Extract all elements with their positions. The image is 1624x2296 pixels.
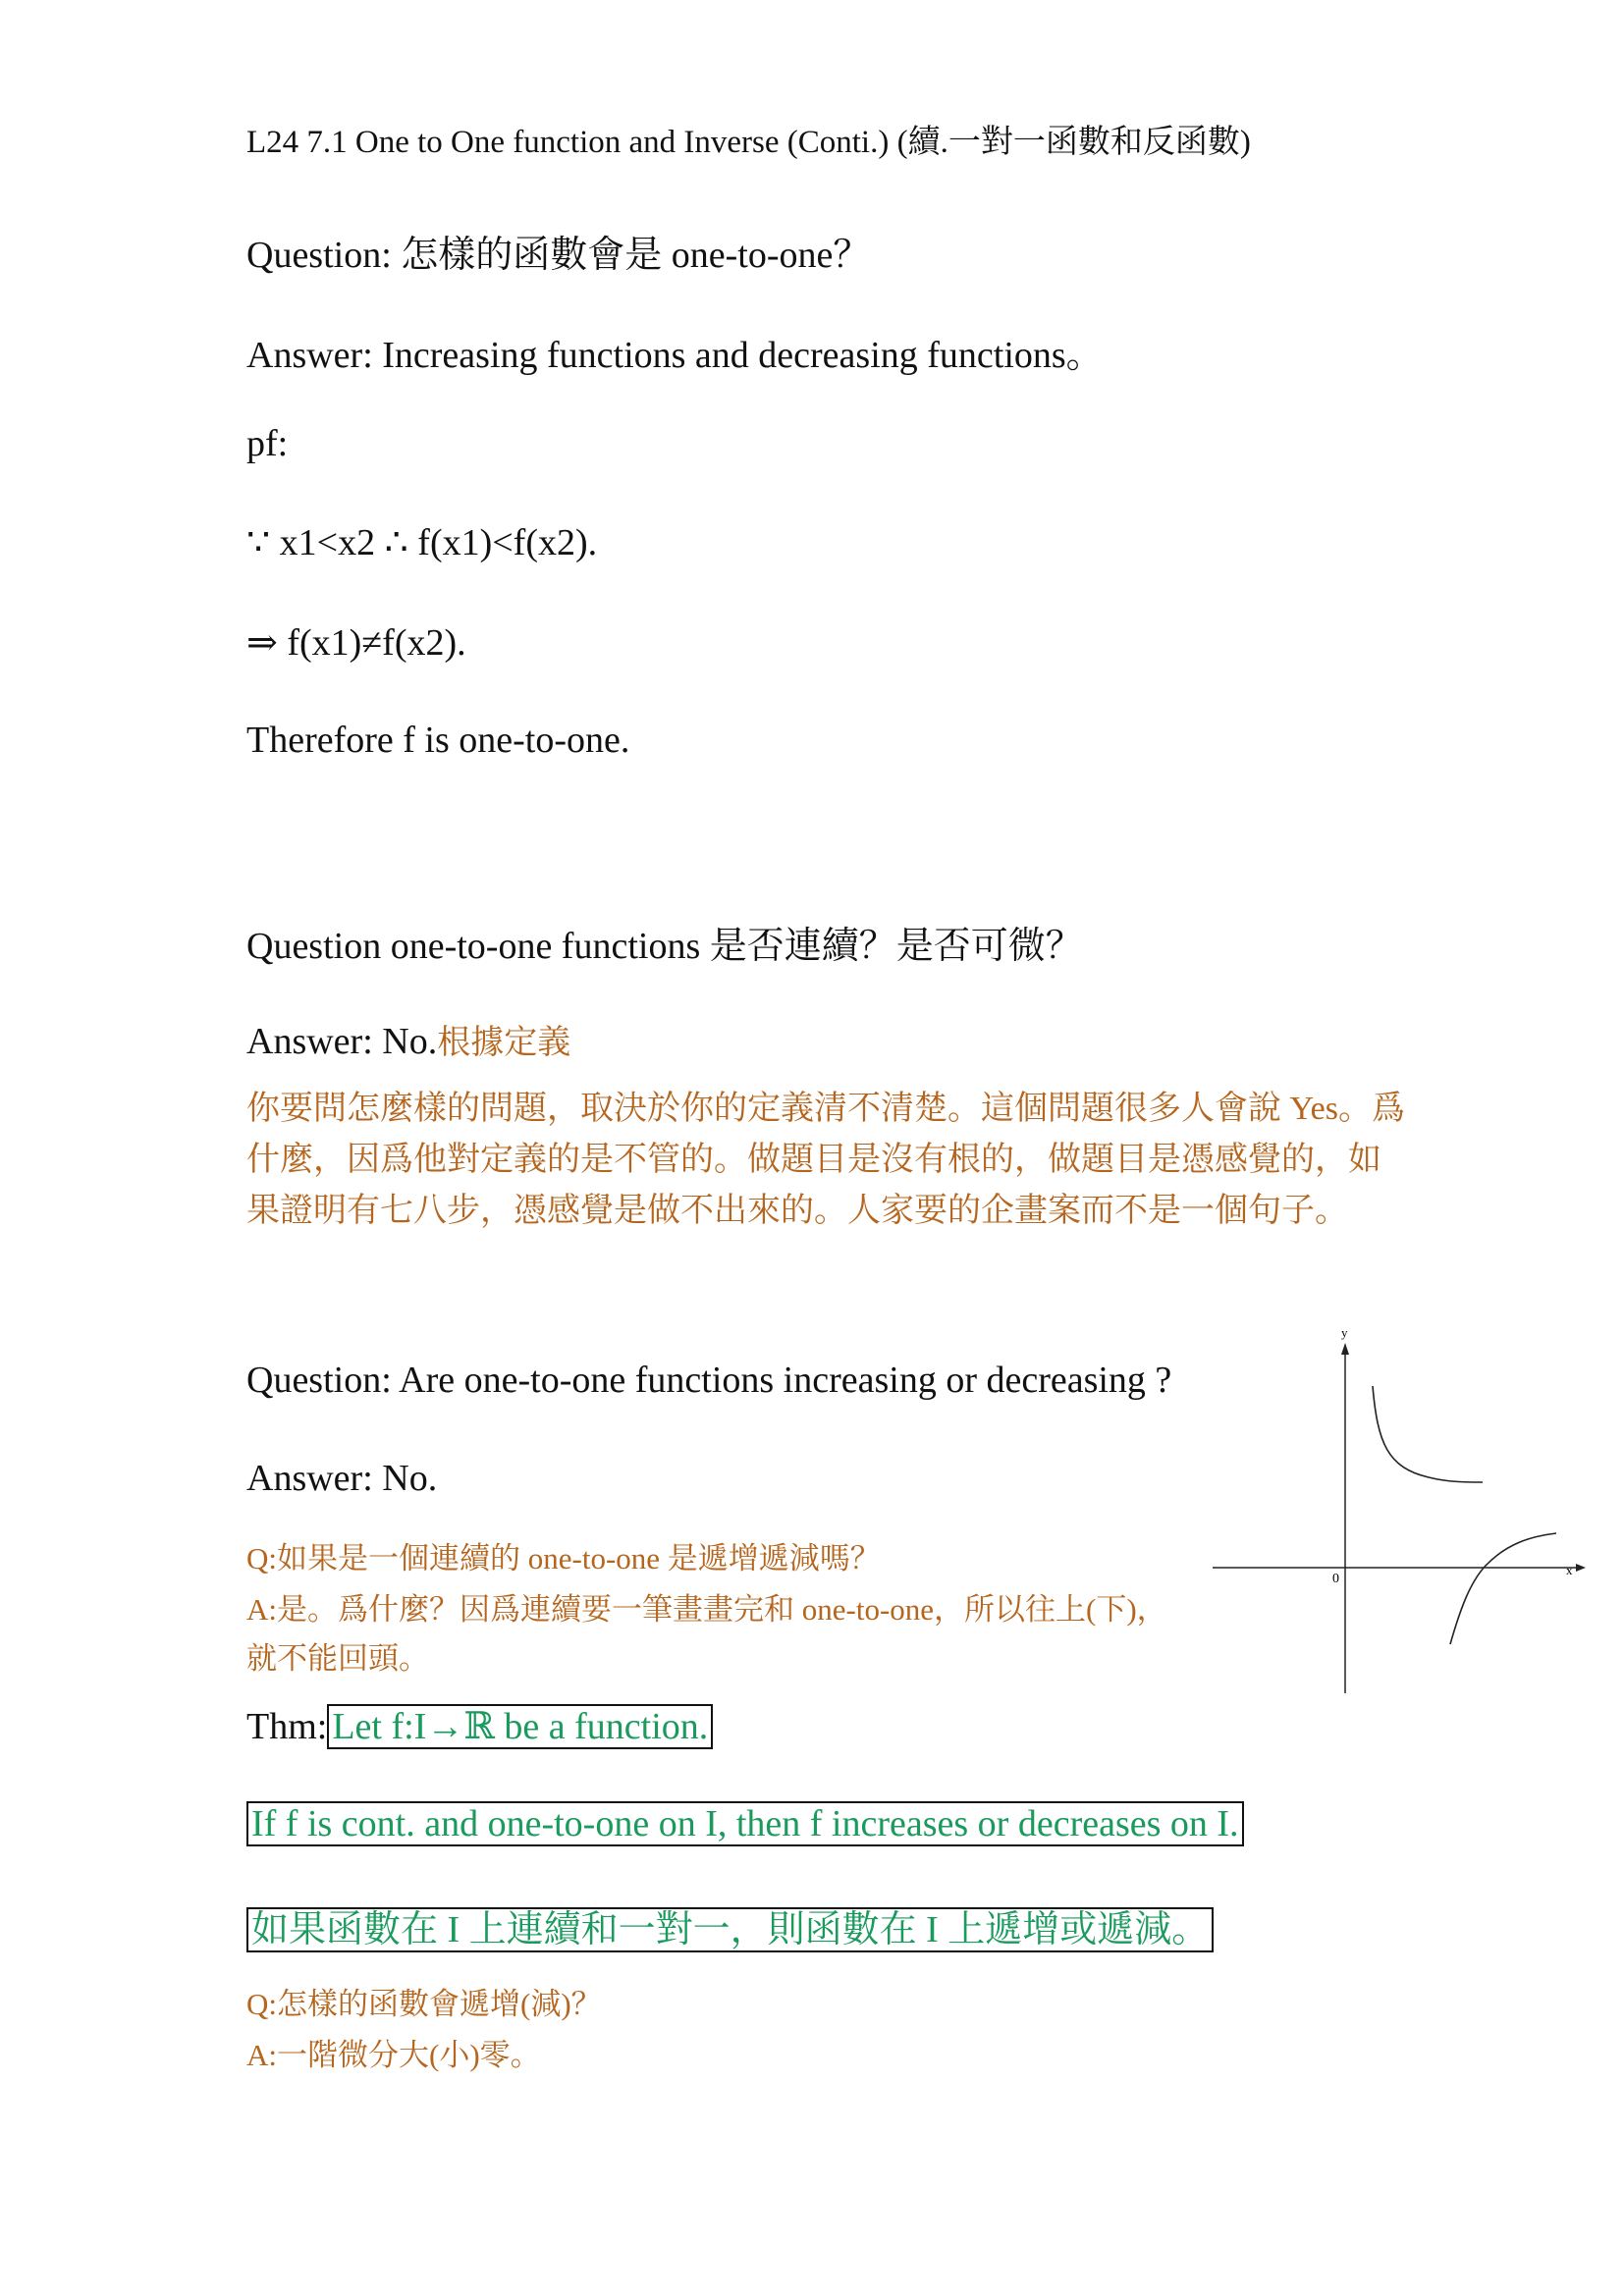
function-graph <box>1213 1325 1586 1698</box>
answer-4: A:一階微分大(小)零。 <box>246 2038 541 2072</box>
theorem-statement <box>246 1704 713 1748</box>
proof-label: pf: <box>246 423 289 464</box>
x-axis-arrow <box>1576 1564 1586 1572</box>
theorem-line-3-wrap <box>246 1898 1214 1952</box>
question-3: Question: Are one-to-one functions increasing or decreasing ? <box>246 1360 1172 1401</box>
question-1: Question: 怎樣的函數會是 one-to-one？ <box>246 235 871 276</box>
qa3-answer-line-2: 就不能回頭。 <box>246 1641 429 1676</box>
proof-conclusion: Therefore f is one-to-one. <box>246 720 630 761</box>
answer-1: Answer: Increasing functions and decreasing functions。 <box>246 335 1104 376</box>
qa3-answer-line-1: A:是。爲什麼？因爲連續要一筆畫畫完和 one-to-one，所以往上(下)， <box>246 1592 1167 1627</box>
theorem-line-2-wrap <box>246 1802 1244 1845</box>
theorem-line-1: Let f:I→ℝ be a function. <box>327 1704 713 1749</box>
theorem-line-3: 如果函數在 I 上連續和一對一，則函數在 I 上遞增或遞減。 <box>246 1907 1214 1952</box>
answer-2 <box>246 1015 570 1063</box>
theorem-line-2: If f is cont. and one-to-one on I, then f increases or decreases on I. <box>246 1801 1244 1846</box>
x-axis-label: x <box>1566 1563 1573 1577</box>
curve-lower-branch <box>1450 1533 1556 1644</box>
origin-label: 0 <box>1332 1572 1339 1586</box>
qa3-question: Q:如果是一個連續的 one-to-one 是遞增遞減嗎？ <box>246 1541 881 1575</box>
commentary-paragraph: 你要問怎麼樣的問題，取決於你的定義清不清楚。這個問題很多人會說 Yes。爲什麼，因爲他對定義的是不管的。做題目是沒有根的，做題目是憑感覺的，如果證明有七八步，憑感覺是做不出來的。人家要的企畫案而不是一個句子。 <box>246 1091 1405 1229</box>
question-4: Q:怎樣的函數會遞增(減)？ <box>246 1987 602 2021</box>
theorem-label: Thm: <box>246 1706 328 1747</box>
answer-3: Answer: No. <box>246 1458 438 1499</box>
curve-upper-branch <box>1373 1386 1483 1482</box>
y-axis-arrow <box>1341 1343 1349 1355</box>
proof-step-1: ∵ x1<x2 ∴ f(x1)<f(x2). <box>246 522 598 563</box>
y-axis-label: y <box>1341 1325 1348 1340</box>
answer-2-note: 根據定義 <box>437 1025 571 1061</box>
proof-step-2: ⇒ f(x1)≠f(x2). <box>246 622 466 664</box>
answer-2-prefix: Answer: No. <box>246 1021 438 1062</box>
question-2: Question one-to-one functions 是否連續？是否可微？ <box>246 926 1083 967</box>
page-header: L24 7.1 One to One function and Inverse (Conti.) (續.一對一函數和反函數) <box>246 125 1251 160</box>
